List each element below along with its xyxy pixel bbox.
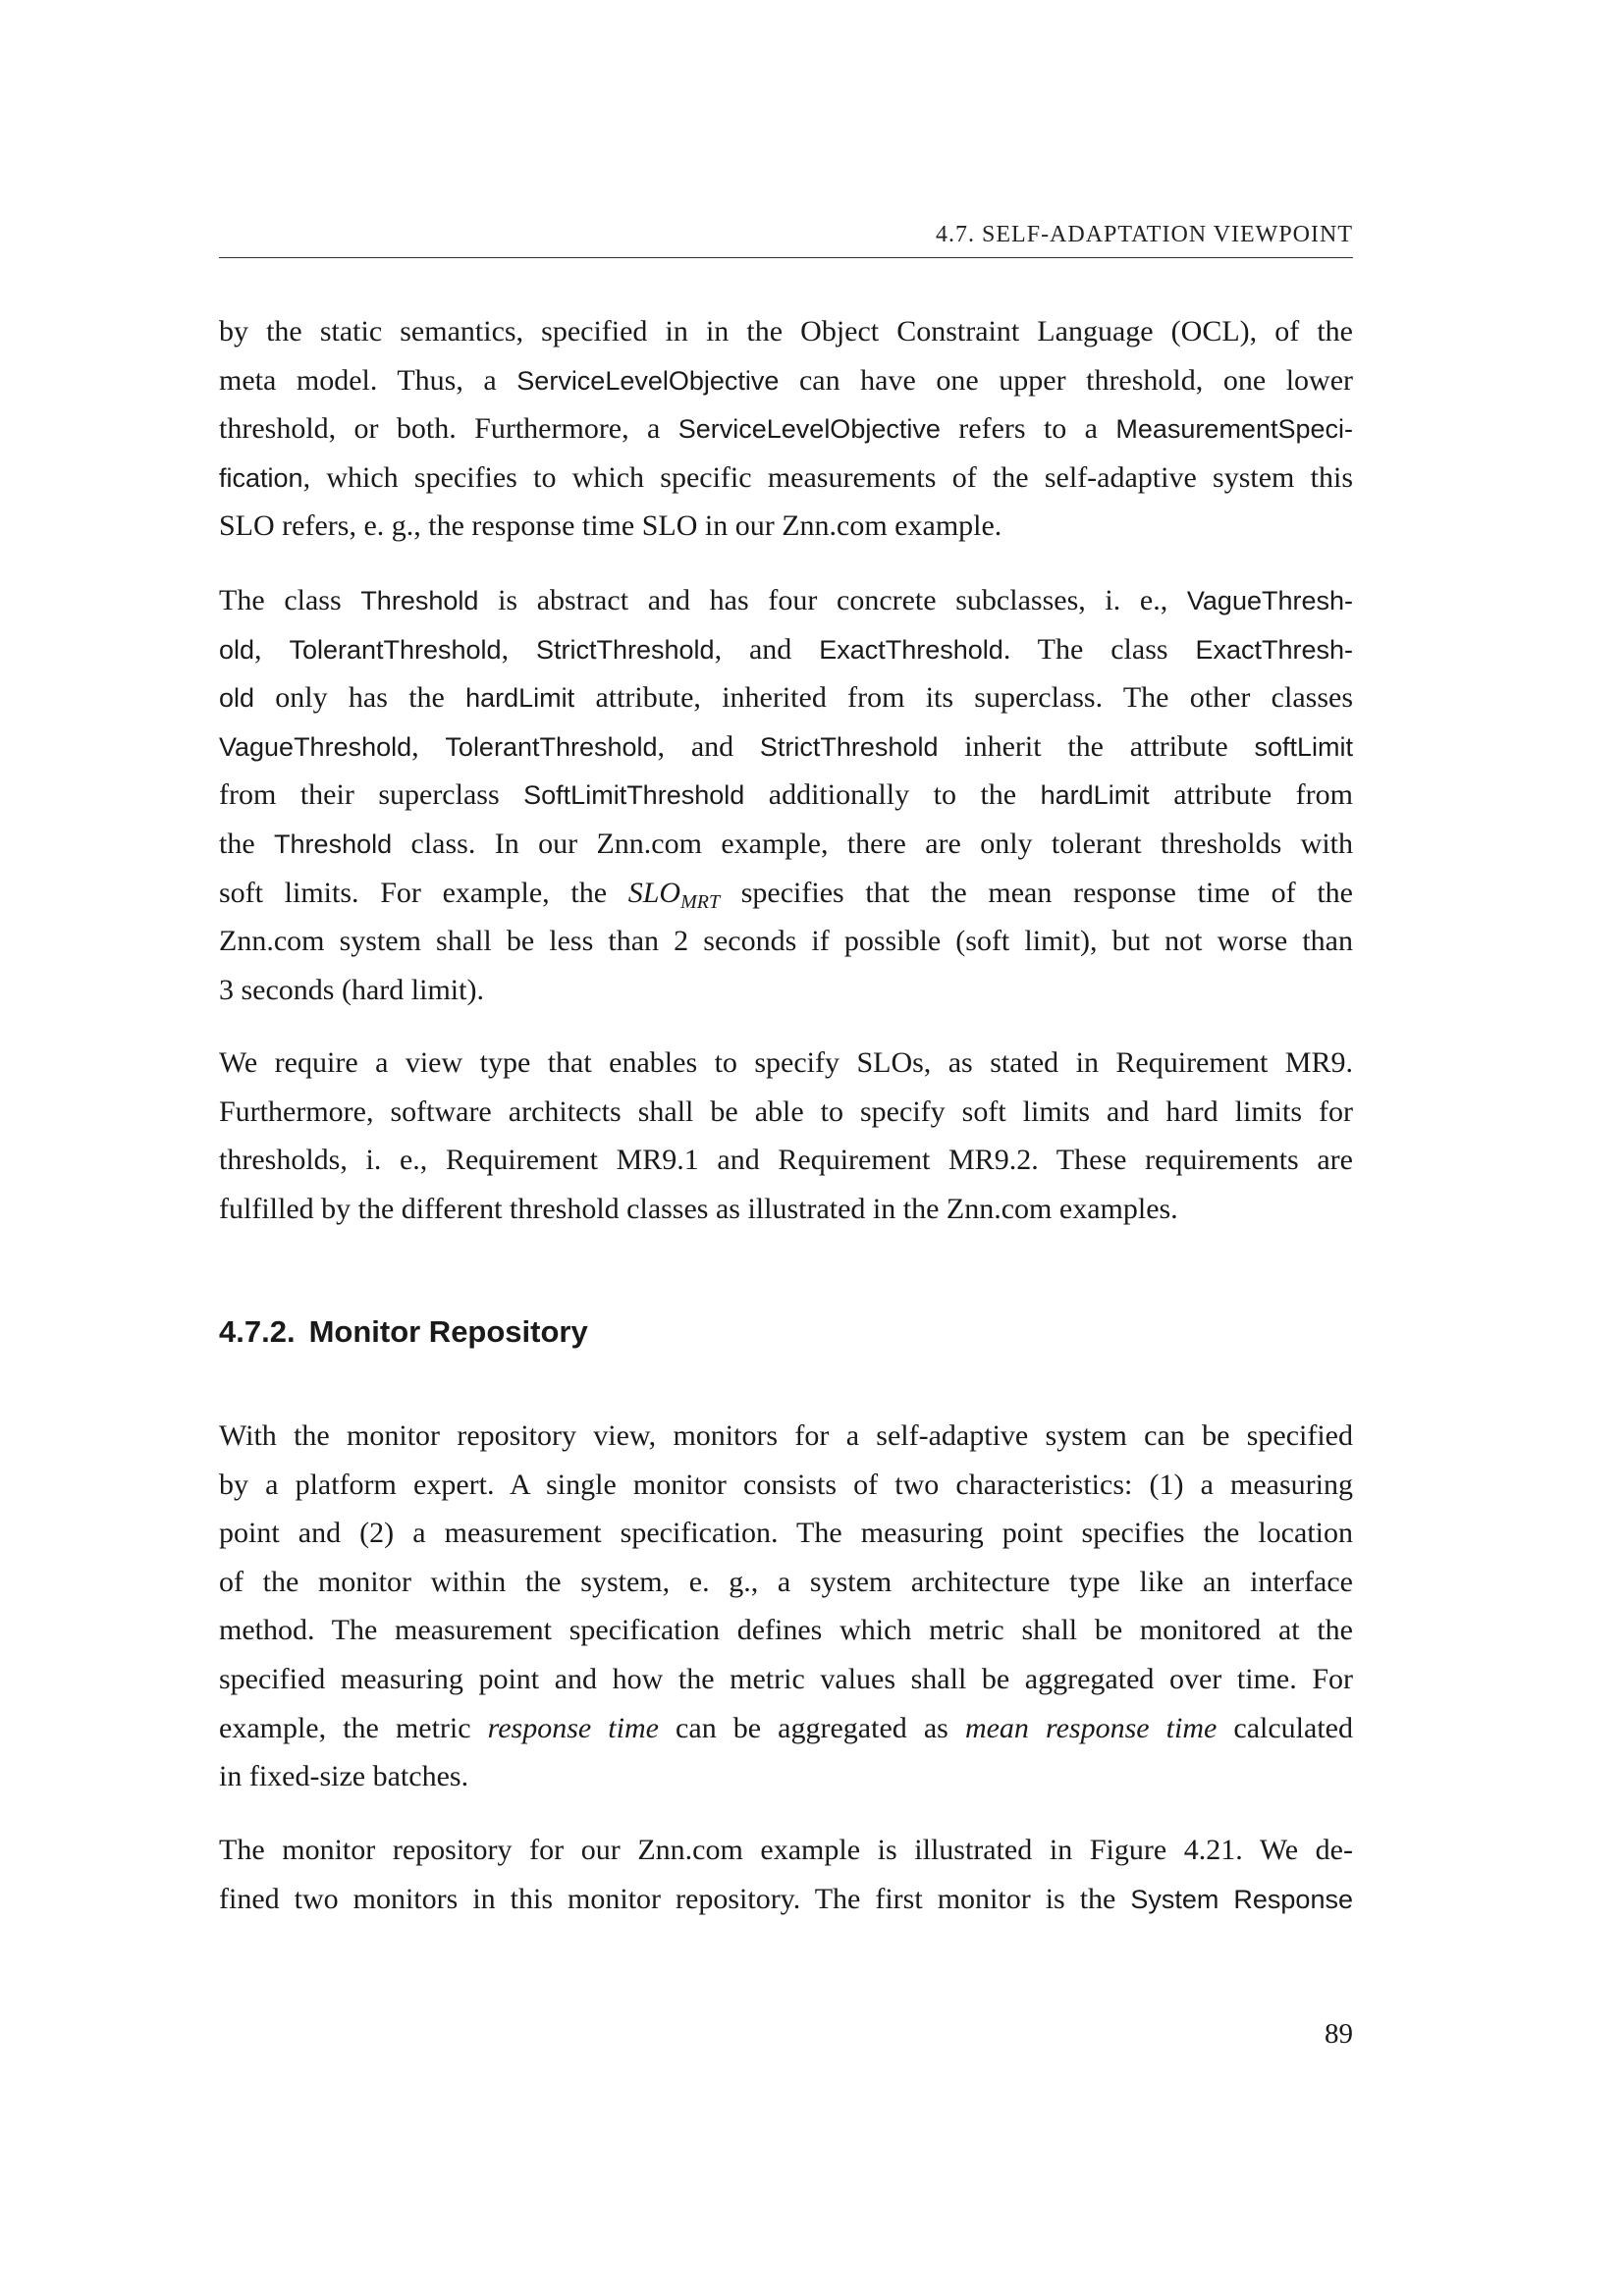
text-line	[219, 307, 1353, 356]
page-number: 89	[1325, 2018, 1353, 2050]
emphasis: mean response time	[964, 1711, 1218, 1744]
text-run: attribute from	[1149, 778, 1354, 812]
text-run: additionally to the	[744, 778, 1041, 812]
text-line	[219, 1412, 1353, 1461]
text-run: of the monitor within the system, e. g., a system architecture type like an interface	[219, 1565, 1353, 1598]
text-run: inherit the attribute	[938, 729, 1255, 763]
text-line	[219, 502, 1353, 551]
paragraph-threshold-classes	[219, 576, 1353, 1014]
text-run: attribute, inherited from its superclass. The other classes	[574, 681, 1353, 715]
text-run: soft limits. For example, the	[219, 876, 628, 909]
text-run: specifies that the mean response time of the	[720, 876, 1353, 909]
text-run: Znn.com system shall be less than 2 seconds if possible (soft limit), but not worse than	[219, 925, 1353, 958]
running-head: 4.7. SELF-ADAPTATION VIEWPOINT	[936, 222, 1353, 247]
text-run: class. In our Znn.com example, there are only tolerant thresholds with	[392, 827, 1353, 860]
text-run: 3 seconds (hard limit).	[219, 973, 484, 1006]
text-line	[219, 1185, 1353, 1234]
text-line	[219, 1704, 1353, 1753]
text-run: , and	[657, 729, 760, 763]
paragraph-monitor-repository	[219, 1412, 1353, 1801]
class-name: VagueThresh-	[1186, 586, 1353, 615]
text-run: threshold, or both. Furthermore, a	[219, 412, 678, 446]
text-run: fulfilled by the different threshold classes as illustrated in the Znn.com examples.	[219, 1192, 1178, 1225]
text-run: We require a view type that enables to specify SLOs, as stated in Requirement MR9.	[219, 1046, 1353, 1079]
text-run: can be aggregated as	[658, 1711, 965, 1744]
text-run: only has the	[254, 681, 466, 715]
class-name: ServiceLevelObjective	[677, 414, 941, 445]
math-subscript: MRT	[680, 890, 721, 913]
text-line	[219, 454, 1353, 503]
text-line	[219, 673, 1353, 722]
text-run: specified measuring point and how the metric values shall be aggregated over time. For	[219, 1662, 1353, 1695]
class-name: System Response	[1130, 1884, 1353, 1914]
text-run: from their superclass	[219, 778, 524, 812]
emphasis: response time	[487, 1711, 659, 1744]
text-run: point and (2) a measurement specification. The measuring point specifies the location	[219, 1517, 1353, 1550]
text-line	[219, 917, 1353, 966]
class-name: VagueThreshold	[219, 731, 412, 762]
text-line	[219, 869, 1353, 918]
text-run: fined two monitors in this monitor repository. The first monitor is the	[219, 1882, 1131, 1915]
class-name: ServiceLevelObjective	[516, 365, 780, 396]
text-line	[219, 404, 1353, 454]
text-run: ,	[411, 729, 446, 763]
text-line	[219, 1655, 1353, 1704]
text-line	[219, 576, 1353, 625]
text-run: With the monitor repository view, monitors for a self-adaptive system can be specified	[219, 1419, 1353, 1452]
math-base: SLO	[627, 876, 681, 909]
class-name: ExactThreshold	[819, 634, 1003, 665]
class-name: old	[219, 634, 255, 665]
text-run: the	[219, 827, 275, 860]
attribute-name: softLimit	[1254, 731, 1354, 762]
text-line	[219, 820, 1353, 869]
class-name: SoftLimitThreshold	[523, 780, 745, 811]
text-line	[219, 356, 1353, 405]
text-line	[219, 1039, 1353, 1088]
class-name: old	[219, 683, 255, 714]
section-heading	[219, 1314, 588, 1350]
class-name: TolerantThreshold	[289, 634, 502, 665]
text-run: ,	[501, 632, 536, 666]
text-run: . The class	[1002, 632, 1196, 666]
class-name: MeasurementSpeci-	[1115, 414, 1353, 445]
class-name: StrictThreshold	[536, 634, 715, 665]
paragraph-requirements	[219, 1039, 1353, 1233]
paragraph-ocl-semantics	[219, 307, 1353, 551]
text-run: The monitor repository for our Znn.com example is illustrated in Figure 4.21. We de-	[219, 1834, 1353, 1866]
text-run: , and	[714, 632, 820, 666]
text-run: is abstract and has four concrete subclasses, i. e.,	[478, 584, 1187, 616]
attribute-name: hardLimit	[465, 683, 575, 714]
attribute-name: hardLimit	[1040, 780, 1150, 811]
text-line	[219, 722, 1353, 772]
text-run: by the static semantics, specified in in the Object Constraint Language (OCL), of the	[219, 315, 1353, 347]
class-name: Threshold	[360, 586, 479, 615]
text-line	[219, 1875, 1353, 1924]
text-run: method. The measurement specification defines which metric shall be monitored at the	[219, 1614, 1353, 1647]
text-line	[219, 1088, 1353, 1137]
text-run: calculated	[1217, 1711, 1353, 1744]
class-name: ExactThresh-	[1195, 634, 1354, 665]
text-line	[219, 1461, 1353, 1510]
text-run: thresholds, i. e., Requirement MR9.1 and Requirement MR9.2. These requirements are	[219, 1144, 1353, 1177]
text-line	[219, 966, 1353, 1015]
text-line	[219, 1606, 1353, 1655]
section-number: 4.7.2.	[219, 1314, 296, 1349]
text-line	[219, 1752, 1353, 1801]
class-name: Threshold	[274, 828, 393, 859]
text-run: , which specifies to which specific measurements of the self-adaptive system this	[302, 460, 1353, 494]
text-line	[219, 1558, 1353, 1607]
text-line	[219, 625, 1353, 674]
text-line	[219, 1509, 1353, 1558]
section-title: Monitor Repository	[308, 1314, 588, 1349]
class-name: TolerantThreshold	[445, 731, 658, 762]
text-line	[219, 1136, 1353, 1185]
text-run: can have one upper threshold, one lower	[779, 363, 1353, 397]
text-run: SLO refers, e. g., the response time SLO in our Znn.com example.	[219, 509, 1002, 543]
text-run: refers to a	[940, 412, 1116, 446]
class-name: StrictThreshold	[759, 731, 939, 762]
header-rule	[219, 257, 1353, 258]
paragraph-znn-monitors	[219, 1826, 1353, 1923]
text-run: Furthermore, software architects shall be able to specify soft limits and hard limits for	[219, 1095, 1353, 1128]
class-name: fication	[219, 462, 303, 493]
text-run: example, the metric	[219, 1711, 488, 1744]
text-run: in fixed-size batches.	[219, 1760, 469, 1793]
text-line	[219, 1826, 1353, 1875]
text-run: by a platform expert. A single monitor consists of two characteristics: (1) a measuring	[219, 1468, 1353, 1501]
text-run: ,	[254, 632, 290, 666]
math-slo-mrt	[627, 876, 721, 913]
text-run: The class	[219, 584, 361, 616]
text-line	[219, 771, 1353, 820]
text-run: meta model. Thus, a	[219, 363, 517, 397]
